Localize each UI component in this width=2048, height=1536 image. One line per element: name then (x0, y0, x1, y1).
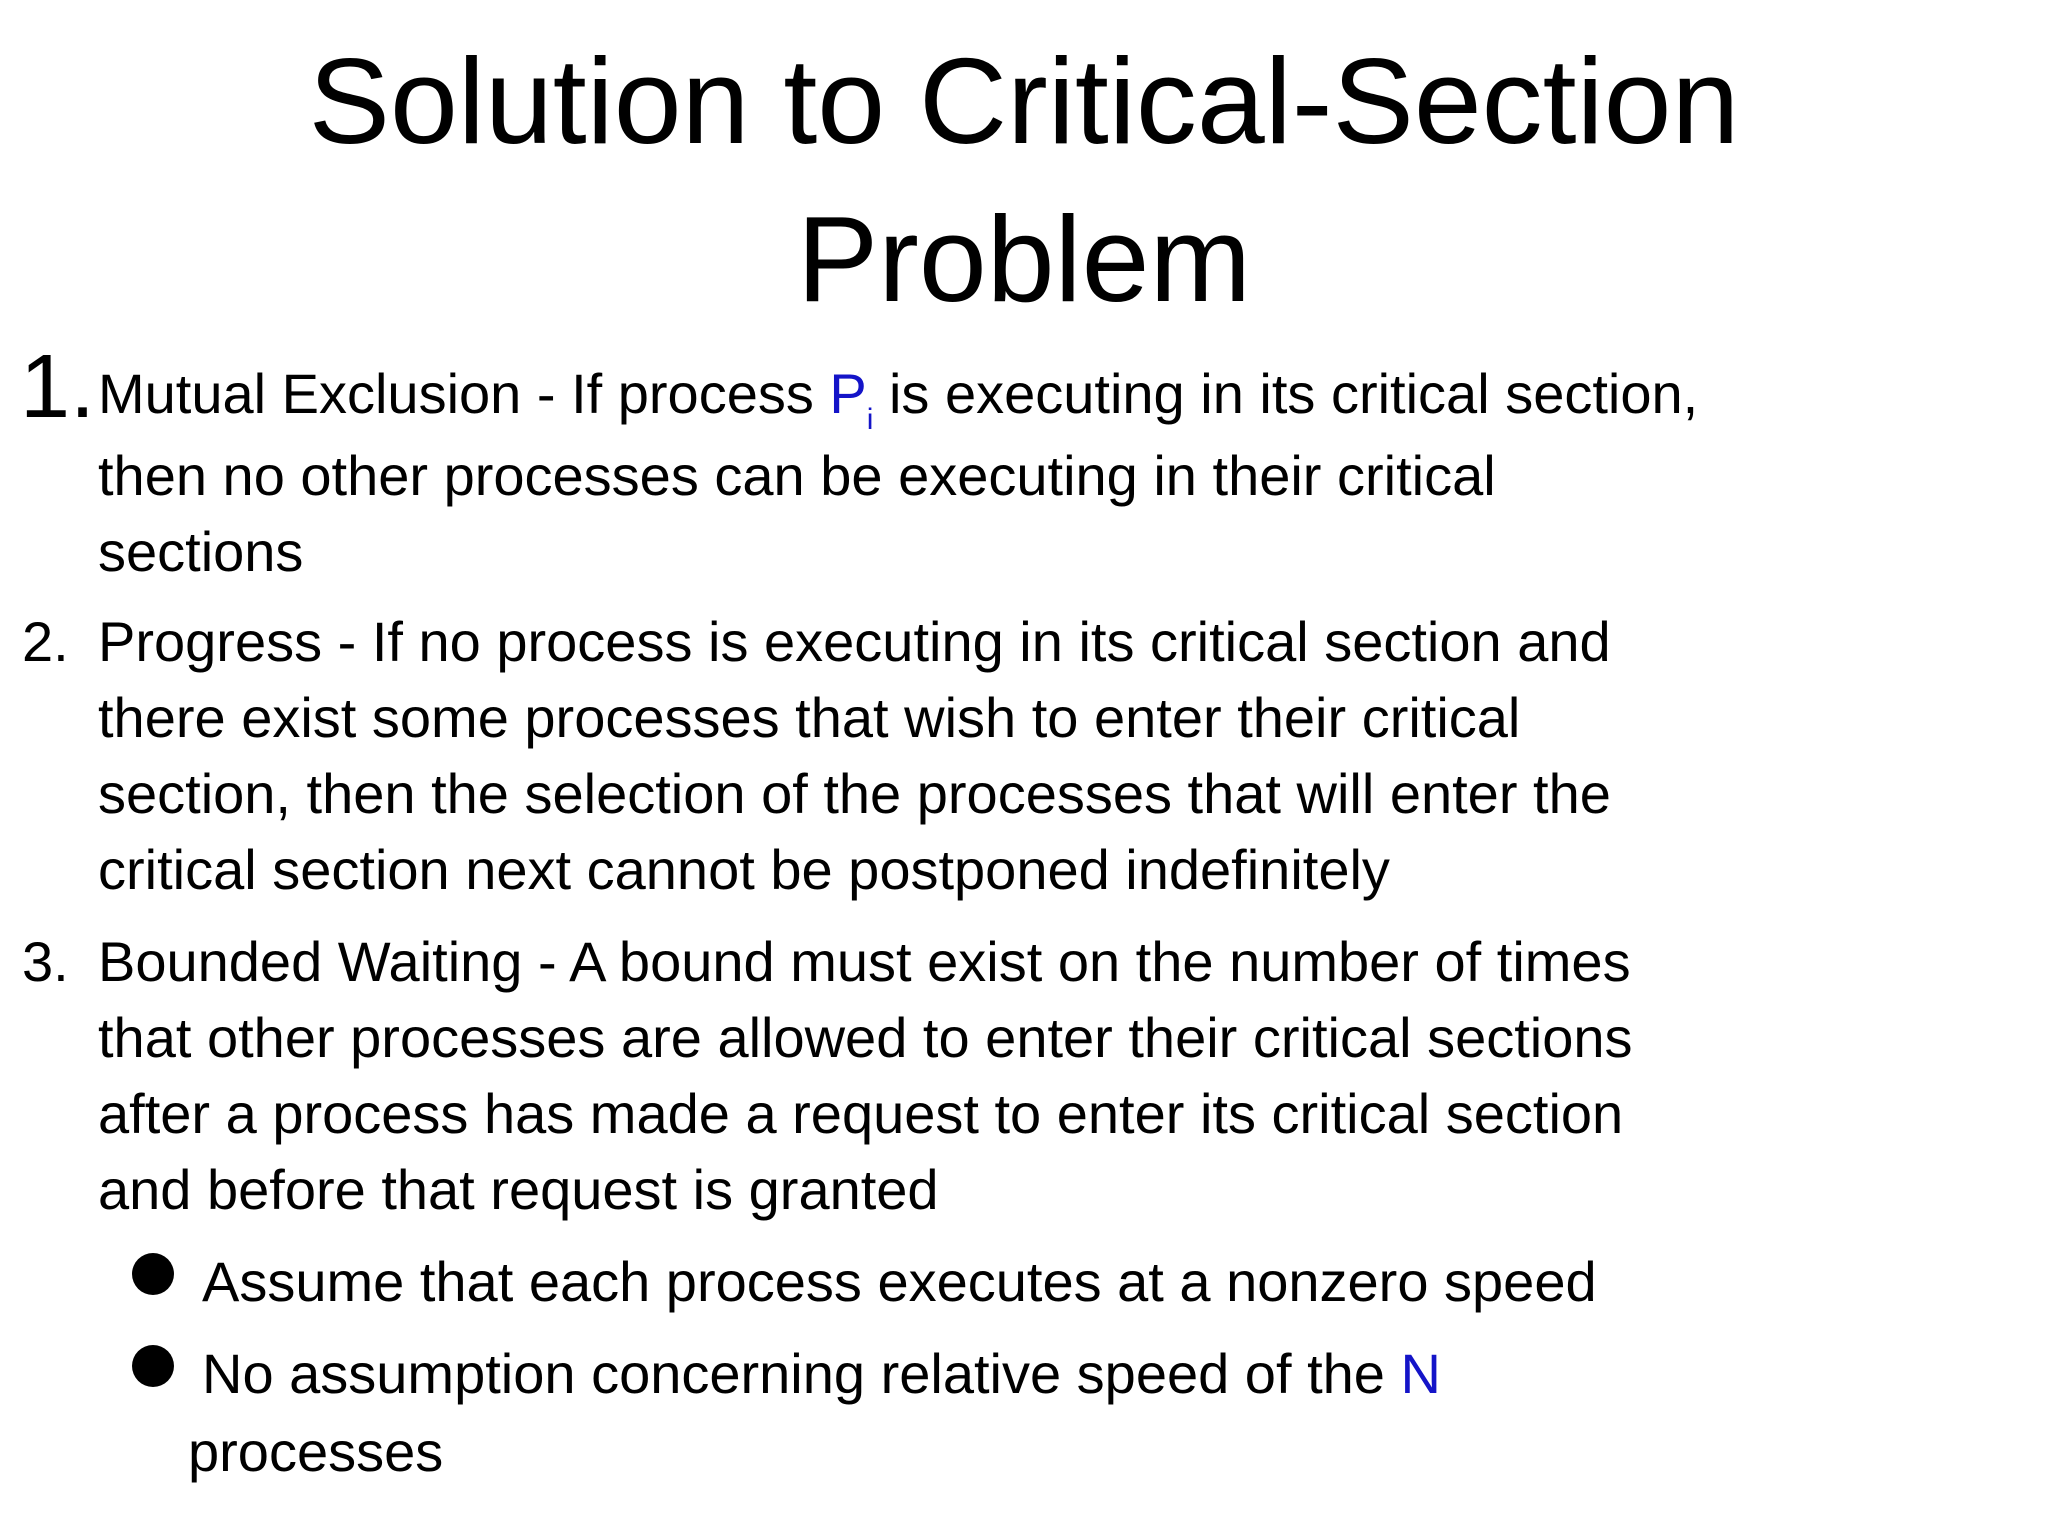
process-symbol (829, 362, 874, 436)
item-body (98, 924, 1978, 1228)
title-line-2: Problem (796, 191, 1252, 327)
item-line: sections (98, 520, 304, 583)
item-line (98, 356, 1978, 436)
process-letter: P (829, 362, 867, 425)
item-number: 2. (22, 610, 69, 673)
item-body (98, 356, 1978, 590)
bullet-text-part: No assumption concerning relative speed of the (202, 1342, 1401, 1405)
bullet-text-continuation: processes (188, 1420, 444, 1483)
item-number: 3. (22, 930, 69, 993)
item-line: that other processes are allowed to enter their critical sections (98, 1006, 1633, 1069)
item-text: Mutual Exclusion - If process (98, 362, 830, 425)
bullet-dot-icon (132, 1345, 174, 1387)
item-text: is executing in its critical section, (873, 362, 1699, 425)
item-line: there exist some processes that wish to enter their critical (98, 686, 1521, 749)
bullet-text: Assume that each process executes at a nonzero speed (202, 1250, 1597, 1313)
item-body (98, 604, 1978, 908)
item-number: 1. (20, 337, 96, 437)
item-line: and before that request is granted (98, 1158, 939, 1221)
process-count-symbol: N (1400, 1342, 1441, 1405)
bullet-text (202, 1336, 1441, 1412)
title-line-1: Solution to Critical-Section (308, 33, 1740, 169)
item-line: Progress - If no process is executing in its critical section and (98, 610, 1611, 673)
item-line: Bounded Waiting - A bound must exist on the number of times (98, 930, 1631, 993)
item-line: section, then the selection of the processes that will enter the (98, 762, 1611, 825)
item-line: after a process has made a request to enter its critical section (98, 1082, 1624, 1145)
item-line: then no other processes can be executing in their critical (98, 444, 1496, 507)
item-line: critical section next cannot be postponed indefinitely (98, 838, 1390, 901)
bullet-dot-icon (132, 1253, 174, 1295)
process-subscript: i (866, 403, 874, 436)
